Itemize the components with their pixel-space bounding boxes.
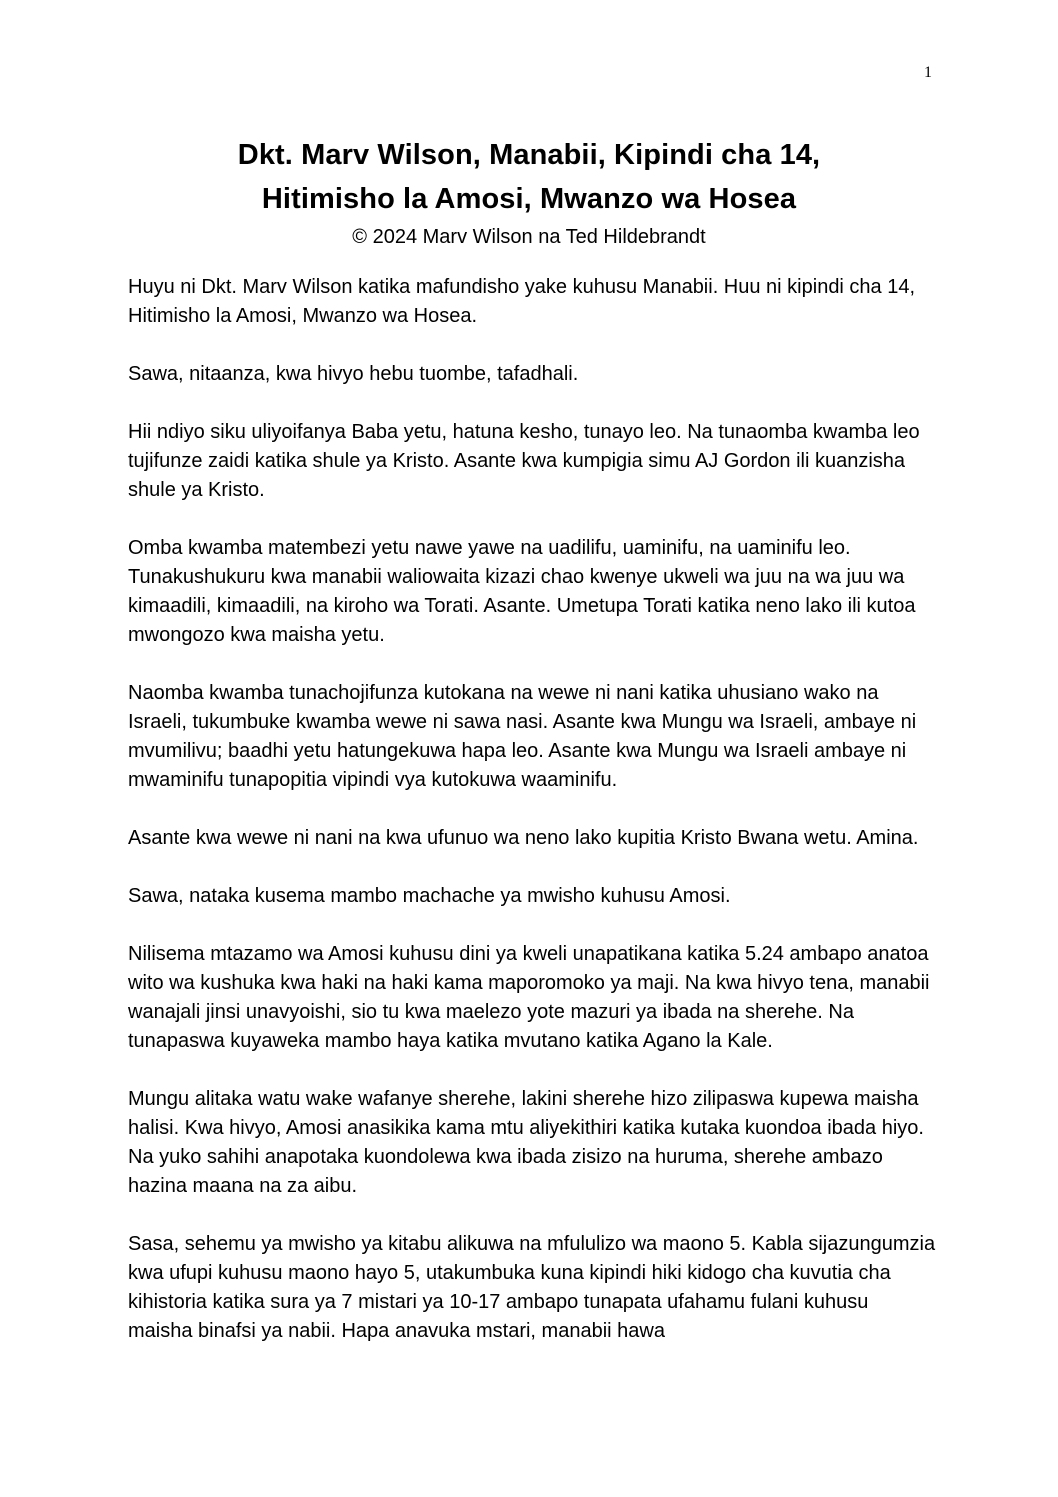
title-line-2: Hitimisho la Amosi, Mwanzo wa Hosea [261, 183, 797, 215]
paragraph: Nilisema mtazamo wa Amosi kuhusu dini ya kweli unapatikana katika 5.24 ambapo anatoa wito wa kushuka kwa haki na haki kama maporomoko ya maji. Na kwa hivyo tena, manabii wanajali jinsi unavyoishi, sio tu kwa maelezo yote mazuri ya ibada na sherehe. Na tunapaswa kuyaweka mambo haya katika mvutano katika Agano la Kale. [128, 943, 930, 1052]
paragraph: Omba kwamba matembezi yetu nawe yawe na uadilifu, uaminifu, na uaminifu leo. Tunakushukuru kwa manabii waliowaita kizazi chao kwenye ukweli wa juu na wa juu wa kimaadili, kimaadili, na kiroho wa Torati. Asante. Umetupa Torati katika neno lako ili kutoa mwongozo kwa maisha yetu. [128, 537, 916, 646]
paragraph: Huyu ni Dkt. Marv Wilson katika mafundisho yake kuhusu Manabii. Huu ni kipindi cha 14, Hitimisho la Amosi, Mwanzo wa Hosea. [128, 276, 916, 327]
paragraph: Sasa, sehemu ya mwisho ya kitabu alikuwa na mfululizo wa maono 5. Kabla sijazungumzia kwa ufupi kuhusu maono hayo 5, utakumbuka kuna kipindi hiki kidogo cha kuvutia cha kihistoria katika sura ya 7 mistari ya 10-17 ambapo tunapata ufahamu fulani kuhusu maisha binafsi ya nabii. Hapa anavuka mstari, manabii hawa [128, 1233, 936, 1342]
paragraph: Sawa, nitaanza, kwa hivyo hebu tuombe, tafadhali. [128, 363, 579, 385]
document-header [0, 133, 1058, 251]
paragraph: Naomba kwamba tunachojifunza kutokana na wewe ni nani katika uhusiano wako na Israeli, tukumbuke kwamba wewe ni sawa nasi. Asante kwa Mungu wa Israeli, ambaye ni mvumilivu; baadhi yetu hatungekuwa hapa leo. Asante kwa Mungu wa Israeli ambaye ni mwaminifu tunapopitia vipindi vya kutokuwa waaminifu. [128, 682, 917, 791]
paragraph: Mungu alitaka watu wake wafanye sherehe, lakini sherehe hizo zilipaswa kupewa maisha halisi. Kwa hivyo, Amosi anasikika kama mtu aliyekithiri katika kutaka kuondoa ibada hiyo. Na yuko sahihi anapotaka kuondolewa kwa ibada zisizo na huruma, sherehe ambazo hazina maana na za aibu. [128, 1088, 924, 1197]
paragraph: Asante kwa wewe ni nani na kwa ufunuo wa neno lako kupitia Kristo Bwana wetu. Amina. [128, 827, 919, 849]
document-body [128, 273, 938, 1375]
page-number: 1 [924, 64, 932, 81]
copyright-line: © 2024 Marv Wilson na Ted Hildebrandt [352, 226, 706, 248]
paragraph: Hii ndiyo siku uliyoifanya Baba yetu, hatuna kesho, tunayo leo. Na tunaomba kwamba leo tujifunze zaidi katika shule ya Kristo. Asante kwa kumpigia simu AJ Gordon ili kuanzisha shule ya Kristo. [128, 421, 920, 501]
title-line-1: Dkt. Marv Wilson, Manabii, Kipindi cha 14, [237, 139, 821, 171]
paragraph: Sawa, nataka kusema mambo machache ya mwisho kuhusu Amosi. [128, 885, 731, 907]
